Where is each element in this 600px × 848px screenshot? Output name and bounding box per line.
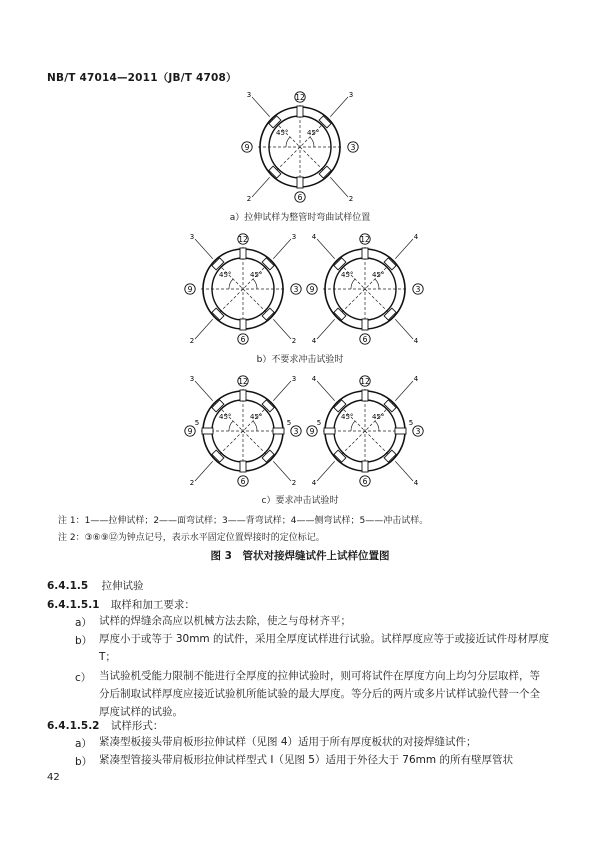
note-2: 注 2：③⑥⑨⑫为钟点记号，表示水平固定位置焊接时的定位标记。 xyxy=(58,533,325,543)
diagram-c-right xyxy=(290,372,440,490)
leader-line xyxy=(252,177,270,197)
clock-label: 6 xyxy=(297,193,303,202)
leader-line xyxy=(195,239,213,259)
specimen-number: 3 xyxy=(189,233,195,241)
clock-label: 3 xyxy=(415,285,421,294)
leader-line xyxy=(252,97,270,117)
page-number: 42 xyxy=(47,772,60,783)
clock-label: 3 xyxy=(415,427,421,436)
angle-label: 45° xyxy=(219,413,232,421)
note-1: 注 1：1——拉伸试样；2——面弯试样；3——背弯试样；4——侧弯试样；5——冲击试样。 xyxy=(58,516,429,526)
leader-line xyxy=(195,319,213,339)
leader-line xyxy=(317,239,335,259)
clock-label: 3 xyxy=(350,143,356,152)
specimen-number: 3 xyxy=(291,375,297,383)
specimen-number: 2 xyxy=(291,337,297,345)
item-label: c） xyxy=(75,672,92,684)
leader-line xyxy=(395,239,413,259)
clock-label: 6 xyxy=(240,335,246,344)
bend-specimen xyxy=(334,308,346,320)
specimen-number: 2 xyxy=(189,337,195,345)
angle-arc xyxy=(253,279,257,289)
list-item: 试样的焊缝余高应以机械方法去除，使之与母材齐平； xyxy=(99,615,351,627)
caption-b: b）不要求冲击试验时 xyxy=(256,355,344,365)
diagram-b-right xyxy=(290,230,440,348)
impact-specimen xyxy=(273,428,284,434)
list-item: 当试验机受能力限制不能进行全厚度的拉伸试验时，则可将试件在厚度方向上均匀分层取样，等分后制取试样厚度应接近试验机所能试验的最大厚度。等分后的两片或多片试样试验代替一个全厚度试样的试验。 xyxy=(99,670,540,718)
leader-line xyxy=(395,319,413,339)
section-title: 拉伸试验 xyxy=(101,580,144,592)
angle-label: 45° xyxy=(341,413,354,421)
clock-label: 12 xyxy=(360,377,370,386)
leader-line xyxy=(273,319,291,339)
tensile-specimen xyxy=(297,177,303,188)
caption-c: c）要求冲击试验时 xyxy=(261,496,339,506)
tensile-specimen xyxy=(240,319,246,330)
bend-specimen xyxy=(334,450,346,462)
tensile-specimen xyxy=(362,248,368,259)
list-item: 紧凑型管接头带肩板形拉伸试样型式 Ⅰ（见图 5）适用于外径大于 76mm 的所有壁厚管状 xyxy=(99,754,513,766)
item-label: b） xyxy=(75,635,93,647)
clock-label: 9 xyxy=(244,143,250,152)
angle-arc xyxy=(253,421,257,431)
caption-a: a）拉伸试样为整管时弯曲试样位置 xyxy=(229,213,371,223)
clock-label: 3 xyxy=(293,285,299,294)
angle-arc xyxy=(375,279,379,289)
leader-line xyxy=(317,461,335,481)
impact-specimen xyxy=(202,428,213,434)
bend-specimen xyxy=(212,308,224,320)
section-number: 6.4.1.5.1 xyxy=(47,599,100,611)
angle-label: 45° xyxy=(250,271,263,279)
leader-line xyxy=(317,381,335,401)
bend-specimen xyxy=(262,308,274,320)
leader-line xyxy=(273,381,291,401)
tensile-specimen xyxy=(240,390,246,401)
specimen-number: 5 xyxy=(194,419,200,427)
item-label: a） xyxy=(75,738,92,750)
figure-title: 图 3 管状对接焊缝试件上试样位置图 xyxy=(210,550,390,562)
angle-arc xyxy=(375,421,379,431)
tensile-specimen xyxy=(240,248,246,259)
bend-specimen xyxy=(262,450,274,462)
bend-specimen xyxy=(384,450,396,462)
leader-line xyxy=(195,461,213,481)
leader-line xyxy=(317,319,335,339)
clock-label: 3 xyxy=(293,427,299,436)
specimen-number: 5 xyxy=(286,419,292,427)
angle-arc xyxy=(351,279,355,289)
clock-label: 12 xyxy=(360,235,370,244)
angle-arc xyxy=(286,137,290,147)
angle-arc xyxy=(310,137,314,147)
angle-label: 45° xyxy=(307,129,320,137)
leader-line xyxy=(195,381,213,401)
section-title: 试样形式： xyxy=(110,720,164,732)
specimen-number: 4 xyxy=(311,233,317,241)
impact-specimen xyxy=(395,428,406,434)
diagram-a xyxy=(225,88,375,206)
specimen-number: 3 xyxy=(348,91,354,99)
clock-label: 9 xyxy=(187,427,193,436)
leader-line xyxy=(395,461,413,481)
tensile-specimen xyxy=(362,461,368,472)
section-number: 6.4.1.5 xyxy=(47,580,89,592)
tensile-specimen xyxy=(297,106,303,117)
specimen-number: 3 xyxy=(246,91,252,99)
specimen-number: 5 xyxy=(408,419,414,427)
list-item: 紧凑型板接头带肩板形拉伸试样（见图 4）适用于所有厚度板状的对接焊缝试件； xyxy=(99,736,477,748)
bend-specimen xyxy=(384,308,396,320)
clock-label: 12 xyxy=(295,93,305,102)
angle-label: 45° xyxy=(250,413,263,421)
angle-label: 45° xyxy=(276,129,289,137)
specimen-number: 4 xyxy=(413,479,419,487)
specimen-number: 4 xyxy=(413,375,419,383)
clock-label: 6 xyxy=(362,335,368,344)
specimen-number: 2 xyxy=(246,195,252,203)
angle-label: 45° xyxy=(341,271,354,279)
angle-label: 45° xyxy=(219,271,232,279)
clock-label: 9 xyxy=(187,285,193,294)
angle-label: 45° xyxy=(372,271,385,279)
specimen-number: 4 xyxy=(311,375,317,383)
bend-specimen xyxy=(212,450,224,462)
section-title: 取样和加工要求： xyxy=(110,599,195,611)
angle-arc xyxy=(229,279,233,289)
tensile-specimen xyxy=(362,319,368,330)
tensile-specimen xyxy=(362,390,368,401)
specimen-number: 5 xyxy=(316,419,322,427)
specimen-number: 2 xyxy=(291,479,297,487)
specimen-number: 2 xyxy=(189,479,195,487)
bend-specimen xyxy=(269,166,281,178)
leader-line xyxy=(330,177,348,197)
pipe-ring-a xyxy=(242,91,358,203)
item-label: b） xyxy=(75,756,93,768)
clock-label: 6 xyxy=(362,477,368,486)
bend-specimen xyxy=(319,166,331,178)
leader-line xyxy=(273,461,291,481)
section-6-4-1-5-1 xyxy=(47,597,195,612)
clock-label: 9 xyxy=(309,285,315,294)
section-number: 6.4.1.5.2 xyxy=(47,720,100,732)
specimen-number: 3 xyxy=(189,375,195,383)
angle-label: 45° xyxy=(372,413,385,421)
specimen-number: 4 xyxy=(413,233,419,241)
angle-arc xyxy=(229,421,233,431)
clock-label: 6 xyxy=(240,477,246,486)
specimen-number: 3 xyxy=(291,233,297,241)
specimen-number: 4 xyxy=(311,337,317,345)
clock-label: 9 xyxy=(309,427,315,436)
list-item: 厚度小于或等于 30mm 的试件，采用全厚度试样进行试验。试样厚度应等于或接近试件母材厚度 T； xyxy=(99,633,549,663)
section-6-4-1-5 xyxy=(47,578,144,593)
leader-line xyxy=(395,381,413,401)
tensile-specimen xyxy=(240,461,246,472)
specimen-number: 4 xyxy=(311,479,317,487)
item-label: a） xyxy=(75,617,92,629)
standard-header: NB/T 47014—2011（JB/T 4708） xyxy=(47,72,237,84)
section-6-4-1-5-2 xyxy=(47,718,163,733)
impact-specimen xyxy=(324,428,335,434)
clock-label: 12 xyxy=(238,235,248,244)
leader-line xyxy=(273,239,291,259)
specimen-number: 4 xyxy=(413,337,419,345)
specimen-number: 2 xyxy=(348,195,354,203)
clock-label: 12 xyxy=(238,377,248,386)
angle-arc xyxy=(351,421,355,431)
leader-line xyxy=(330,97,348,117)
